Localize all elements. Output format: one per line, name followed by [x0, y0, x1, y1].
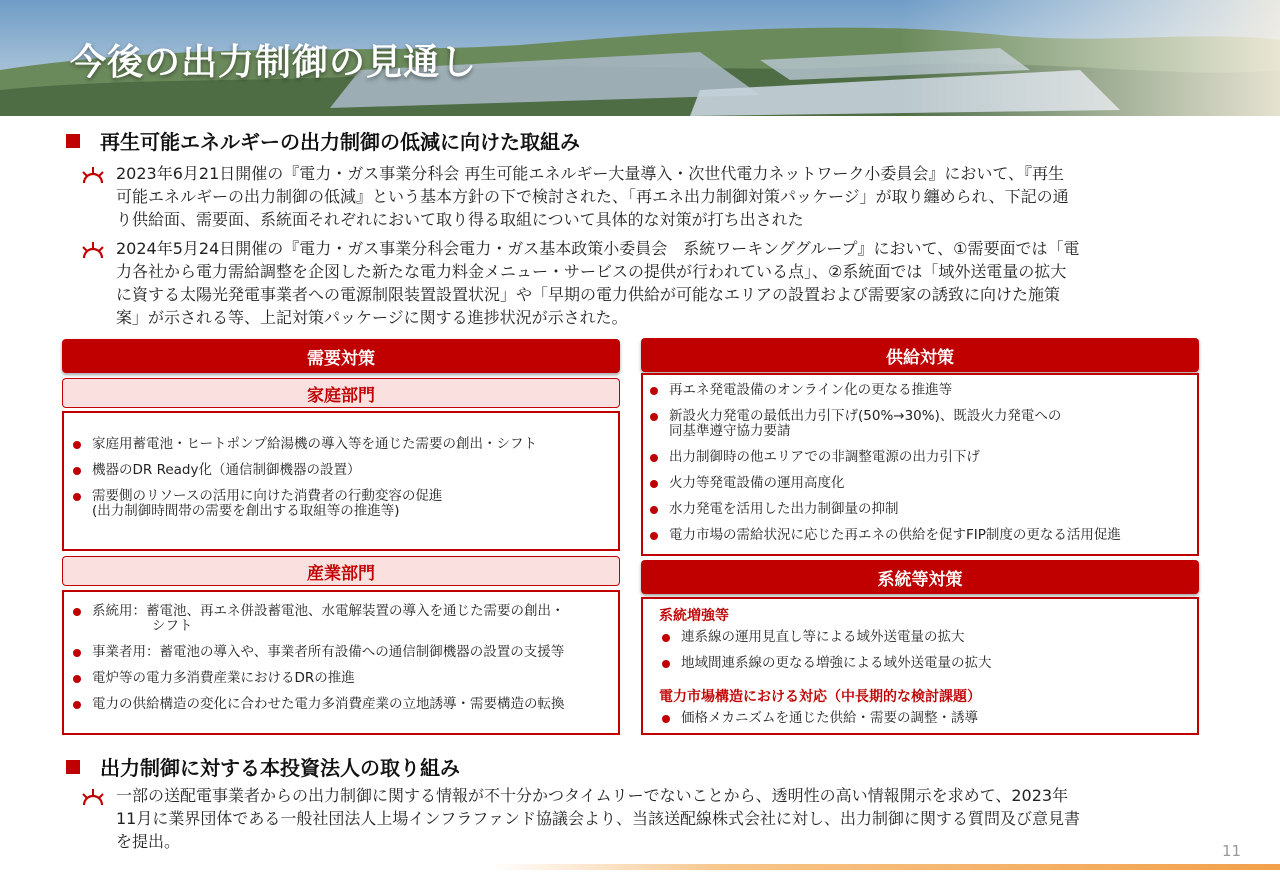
list-item: 水力発電を活用した出力制御量の抑制 — [647, 502, 1192, 517]
household-sector-header: 家庭部門 — [62, 378, 620, 408]
section-heading-1-text: 再生可能エネルギーの出力制御の低減に向けた取組み — [100, 130, 580, 154]
red-square-icon — [66, 134, 80, 148]
paragraph-1 — [82, 162, 1212, 231]
footer-accent-bar — [490, 864, 1280, 870]
list-item: 新設火力発電の最低出力引下げ(50%→30%)、既設火力発電への 同基準遵守協力要請 — [647, 409, 1192, 439]
list-item: 需要側のリソースの活用に向けた消費者の行動変容の促進 (出力制御時間帯の需要を創出する取組等の推進等) — [70, 489, 610, 519]
paragraph-1-line: り供給面、需要面、系統面それぞれにおいて取り得る取組について具体的な対策が打ち出された — [116, 210, 804, 229]
supply-measures-header: 供給対策 — [641, 338, 1199, 372]
grid-subheading-1: 系統増強等 — [659, 608, 729, 624]
page-title: 今後の出力制御の見通し — [70, 42, 478, 83]
list-item: 火力等発電設備の運用高度化 — [647, 476, 1192, 491]
list-item: 再エネ発電設備のオンライン化の更なる推進等 — [647, 383, 1192, 398]
grid-box — [641, 597, 1199, 735]
list-item: 系統用：蓄電池、再エネ併設蓄電池、水電解装置の導入を通じた需要の創出・ シフト — [70, 604, 610, 634]
industry-sector-header: 産業部門 — [62, 556, 620, 586]
header-banner — [0, 0, 1280, 116]
industry-list — [70, 604, 610, 712]
list-item: 電力市場の需給状況に応じた再エネの供給を促すFIP制度の更なる活用促進 — [647, 528, 1192, 543]
supply-list — [647, 383, 1192, 543]
page-number: 11 — [1222, 842, 1242, 860]
list-item: 機器のDR Ready化（通信制御機器の設置） — [70, 463, 610, 478]
supply-box — [641, 373, 1199, 556]
sunburst-icon — [82, 241, 104, 259]
paragraph-2-line: 案」が示される等、上記対策パッケージに関する進捗状況が示された。 — [116, 308, 628, 327]
paragraph-2 — [82, 237, 1212, 329]
paragraph-2-line: に資する太陽光発電事業者への電源制限装置設置状況」や「早期の電力供給が可能なエリアの設置および需要家の誘致に向けた施策 — [116, 285, 1061, 304]
section-heading-2-text: 出力制御に対する本投資法人の取り組み — [100, 756, 460, 780]
list-item: 家庭用蓄電池・ヒートポンプ給湯機の導入等を通じた需要の創出・シフト — [70, 437, 610, 452]
list-item: 価格メカニズムを通じた供給・需要の調整・誘導 — [659, 711, 1189, 726]
grid-measures-header: 系統等対策 — [641, 560, 1199, 594]
list-item: 電力の供給構造の変化に合わせた電力多消費産業の立地誘導・需要構造の転換 — [70, 697, 610, 712]
paragraph-3-line: 一部の送配電事業者からの出力制御に関する情報が不十分かつタイムリーでないことから、透明性の高い情報開示を求めて、2023年 — [116, 786, 1069, 805]
household-box — [62, 411, 620, 551]
list-item: 地域間連系線の更なる増強による域外送電量の拡大 — [659, 656, 1189, 671]
paragraph-3-line: を提出。 — [116, 832, 181, 851]
sunburst-icon — [82, 788, 104, 806]
grid-subheading-2: 電力市場構造における対応（中長期的な検討課題） — [659, 689, 981, 705]
paragraph-3-line: 11月に業界団体である一般社団法人上場インフラファンド協議会より、当該送配線株式会社に対し、出力制御に関する質問及び意見書 — [116, 809, 1081, 828]
list-item: 事業者用：蓄電池の導入や、事業者所有設備への通信制御機器の設置の支援等 — [70, 645, 610, 660]
household-list — [70, 437, 610, 519]
section-heading-2 — [66, 752, 460, 781]
industry-box — [62, 590, 620, 735]
red-square-icon — [66, 760, 80, 774]
list-item: 電炉等の電力多消費産業におけるDRの推進 — [70, 671, 610, 686]
paragraph-1-line: 可能エネルギーの出力制御の低減』という基本方針の下で検討された、「再エネ出力制御対策パッケージ」が取り纏められ、下記の通 — [116, 187, 1069, 206]
sunburst-icon — [82, 166, 104, 184]
grid-list-1 — [659, 630, 1189, 671]
list-item: 連系線の運用見直し等による域外送電量の拡大 — [659, 630, 1189, 645]
list-item: 出力制御時の他エリアでの非調整電源の出力引下げ — [647, 450, 1192, 465]
section-heading-1 — [66, 126, 580, 155]
paragraph-2-line: 2024年5月24日開催の『電力・ガス事業分科会電力・ガス基本政策小委員会 系統ワーキンググループ』において、①需要面では「電 — [116, 239, 1080, 258]
paragraph-1-line: 2023年6月21日開催の『電力・ガス事業分科会 再生可能エネルギー大量導入・次世代電力ネットワーク小委員会』において、『再生 — [116, 164, 1065, 183]
demand-measures-header: 需要対策 — [62, 339, 620, 373]
paragraph-3 — [82, 784, 1212, 853]
paragraph-2-line: 力各社から電力需給調整を企図した新たな電力料金メニュー・サービスの提供が行われている点」、②系統面では「域外送電量の拡大 — [116, 262, 1067, 281]
grid-list-2 — [659, 711, 1189, 726]
